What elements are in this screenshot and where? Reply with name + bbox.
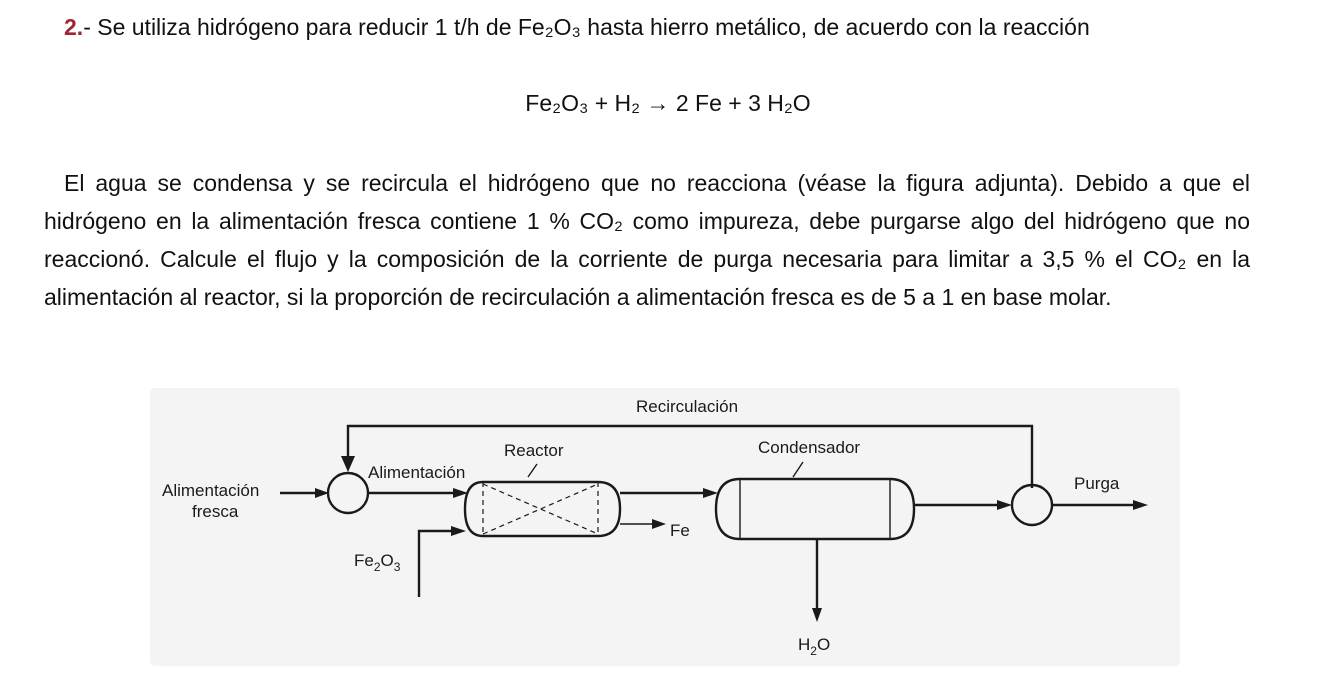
process-flow-diagram (140, 376, 1190, 671)
iron-label: Fe (670, 521, 690, 540)
fresh-feed-label-line2: fresca (192, 502, 239, 521)
water-label: $H_2O$ (798, 635, 831, 658)
fresh-feed-label-line1: Alimentación (162, 481, 260, 500)
reaction-equation: Fe₂O₃ + H₂ → 2 Fe + 3 H₂O (525, 90, 811, 116)
condenser-label: Condensador (758, 438, 861, 457)
reactor-label: Reactor (504, 441, 564, 460)
purge-label: Purga (1074, 474, 1120, 493)
feed-label: Alimentación (368, 463, 466, 482)
problem-heading (64, 12, 1090, 42)
recirculation-label: Recirculación (636, 397, 739, 416)
problem-statement: El agua se condensa y se recircula el hidrógeno que no reacciona (véase la figura adjunta). Debido a que el hidrógeno en la alimentación fresca contiene 1 % CO₂ como impureza, debe purgarse algo del hidrógeno que no reaccionó. Calcule el flujo y la composición de la corriente de purga necesaria para limitar a 3,5 % el CO₂ en la alimentación al reactor, si la proporción de recirculación a alimentación fresca es de 5 a 1 en base molar. (44, 170, 1250, 310)
scan-background (150, 388, 1180, 666)
oxide-label: $Fe_2O_3$ (354, 551, 401, 574)
problem-number: 2. (64, 14, 84, 40)
problem-intro: - Se utiliza hidrógeno para reducir 1 t/h de Fe₂O₃ hasta hierro metálico, de acuerdo con la reacción (83, 14, 1090, 40)
process-flow-svg (140, 376, 1190, 671)
